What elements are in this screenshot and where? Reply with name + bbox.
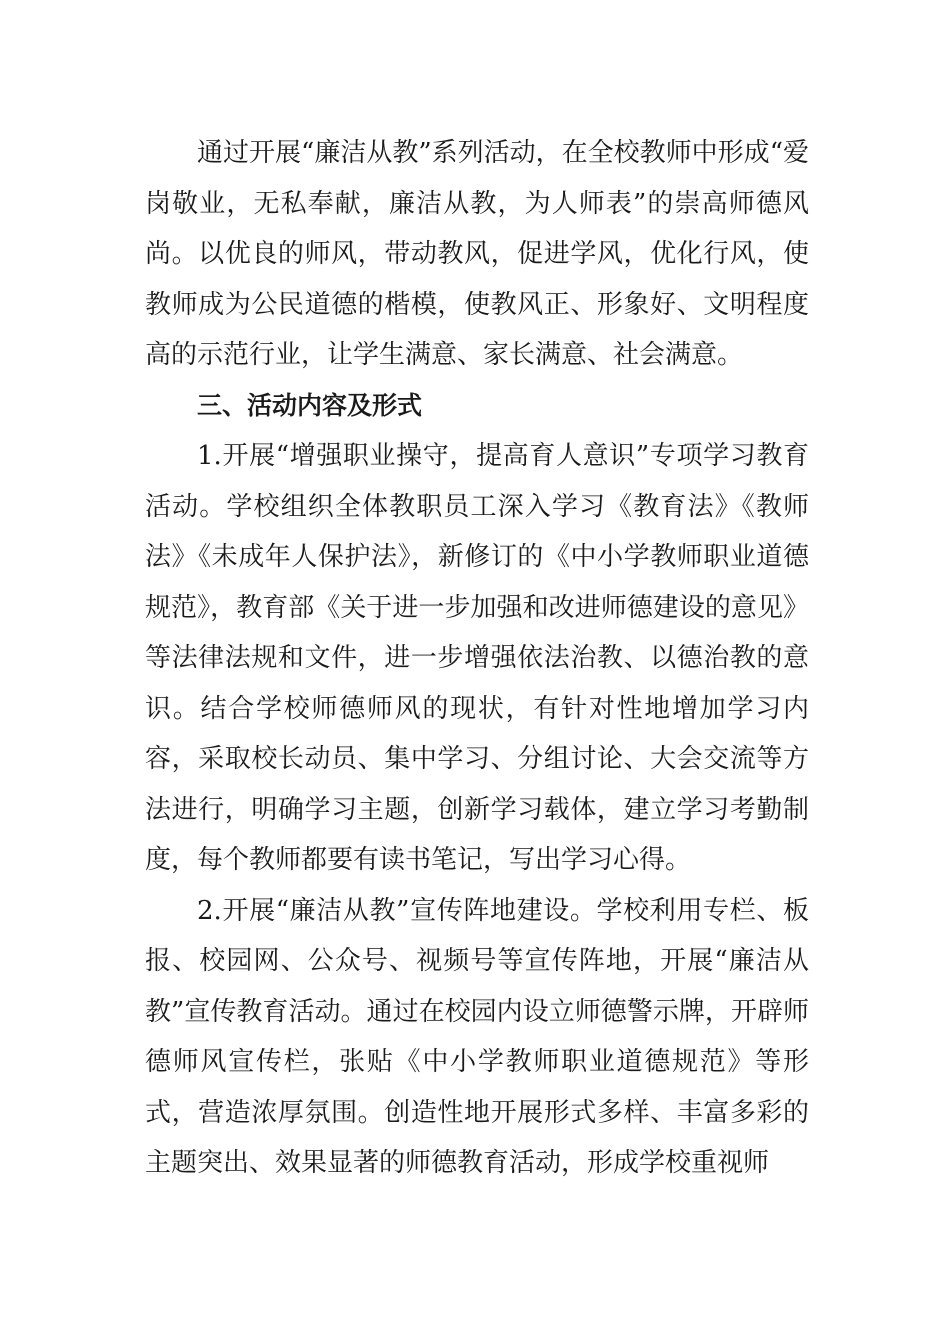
paragraph-item-2: 2.开展“廉洁从教”宣传阵地建设。学校利用专栏、板报、校园网、公众号、视频号等宣传阵地，开展“廉洁从教”宣传教育活动。通过在校园内设立师德警示牌，开辟师德师风宣传栏，张贴《中小学教师职业道德规范》等形式，营造浓厚氛围。创造性地开展形式多样、丰富多彩的主题突出、效果显著的师德教育活动，形成学校重视师 <box>145 895 809 1178</box>
paragraph-item-1: 1.开展“增强职业操守，提高育人意识”专项学习教育活动。学校组织全体教职员工深入学习《教育法》《教师法》《未成年人保护法》，新修订的《中小学教师职业道德规范》，教育部《关于进一步加强和改进师德建设的意见》等法律法规和文件，进一步增强依法治教、以德治教的意识。结合学校师德师风的现状，有针对性地增加学习内容，采取校长动员、集中学习、分组讨论、大会交流等方法进行，明确学习主题，创新学习载体，建立学习考勤制度，每个教师都要有读书笔记，写出学习心得。 <box>145 441 809 875</box>
paragraph-goal: 通过开展“廉洁从教”系列活动，在全校教师中形成“爱岗敬业，无私奉献，廉洁从教，为人师表”的崇高师德风尚。以优良的师风，带动教风，促进学风，优化行风，使教师成为公民道德的楷模，使教风正、形象好、文明程度高的示范行业，让学生满意、家长满意、社会满意。 <box>145 138 809 370</box>
document-body <box>145 128 809 1189</box>
section-heading: 三、活动内容及形式 <box>197 390 423 420</box>
